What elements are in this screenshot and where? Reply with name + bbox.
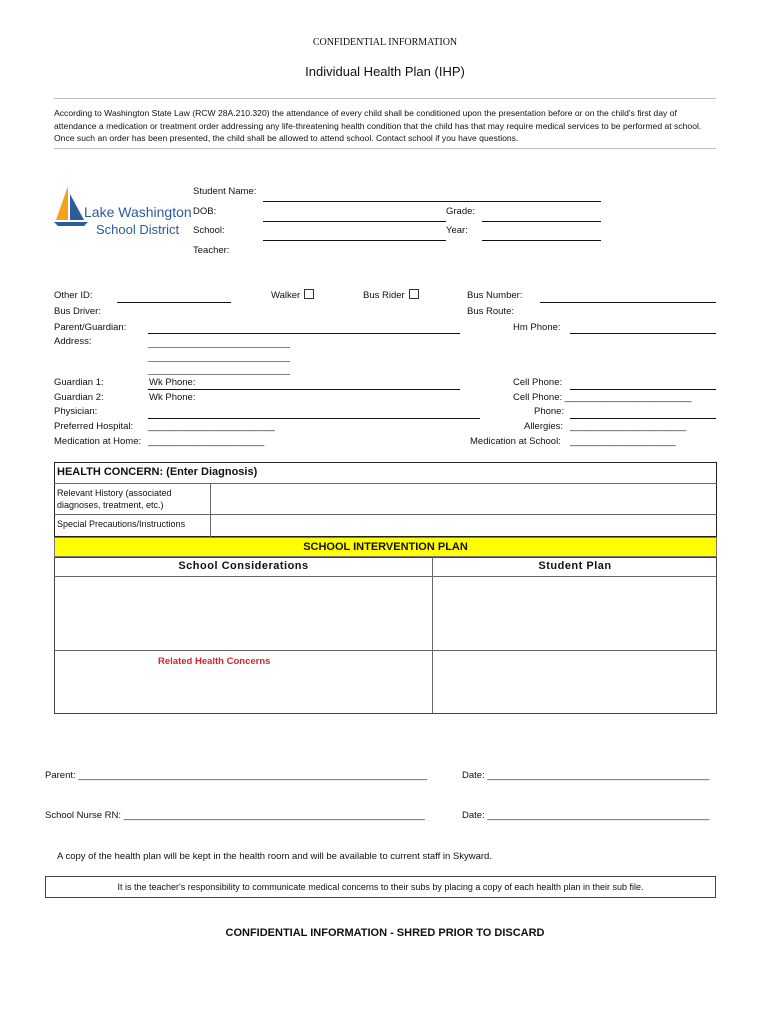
cell-phone-field[interactable] (570, 389, 716, 390)
parent-guardian-field[interactable] (148, 333, 460, 334)
address-line-2[interactable]: ______________________________ (148, 352, 290, 362)
other-id-field[interactable] (117, 302, 231, 303)
intro-text: According to Washington State Law (RCW 28A.210.320) the attendance of every child shall be conditioned upon the presentation before or on the child's first day of attendance a medication or treatment order addressing any life-threatening health condition that the child has that may require medical services to be performed at school. Once such an order has been presented, the child shall be allowed to attend school. Contact school if you have questions. (54, 108, 702, 143)
logo-line1: Lake Washington (84, 204, 192, 220)
relevant-history-field[interactable] (210, 483, 717, 514)
teacher-label: Teacher: (193, 245, 230, 256)
student-name-field[interactable] (263, 201, 601, 202)
health-concern-heading: HEALTH CONCERN: (Enter Diagnosis) (57, 466, 258, 478)
dob-field[interactable] (263, 221, 446, 222)
school-considerations-heading: School Considerations (178, 560, 309, 572)
district-logo (54, 184, 192, 240)
nurse-signature-line[interactable]: School Nurse RN: _________________________________________________________ (45, 810, 425, 821)
allergies-field[interactable]: ______________________ (570, 421, 687, 432)
cell-phone-2-field[interactable]: Cell Phone: ________________________ (513, 392, 692, 403)
cell-phone-label: Cell Phone: (513, 377, 563, 388)
medication-school-label: Medication at School: (470, 436, 561, 447)
divider (54, 98, 716, 99)
parent-date-line[interactable]: Date: __________________________________________ (462, 770, 710, 781)
year-field[interactable] (482, 240, 601, 241)
confidential-footer: CONFIDENTIAL INFORMATION - SHRED PRIOR TO DISCARD (225, 927, 545, 939)
allergies-label: Allergies: (524, 421, 564, 432)
student-plan-field[interactable] (434, 577, 716, 650)
grade-field[interactable] (482, 221, 601, 222)
relevant-history-label: Relevant History (associated diagnoses, treatment, etc.) (57, 488, 172, 510)
bus-number-field[interactable] (540, 302, 716, 303)
special-precautions-field[interactable] (210, 514, 717, 537)
bus-rider-option[interactable] (363, 289, 419, 301)
bus-driver-label: Bus Driver: (54, 306, 101, 317)
copy-note: A copy of the health plan will be kept in the health room and will be available to current staff in Skyward. (57, 851, 492, 862)
dob-label: DOB: (193, 206, 217, 217)
address-line-1[interactable]: ______________________________ (148, 338, 290, 348)
logo-line2: School District (96, 222, 180, 237)
bus-rider-checkbox[interactable] (409, 289, 419, 299)
medication-school-field[interactable]: ____________________ (570, 436, 676, 447)
year-label: Year: (446, 225, 468, 236)
physician-label: Physician: (54, 406, 98, 417)
bus-number-label: Bus Number: (467, 290, 523, 301)
intervention-plan-title: SCHOOL INTERVENTION PLAN (303, 541, 468, 553)
address-label: Address: (54, 336, 92, 347)
school-considerations-field[interactable] (55, 577, 431, 650)
medication-home-label: Medication at Home: (54, 436, 142, 447)
confidential-header: CONFIDENTIAL INFORMATION (312, 37, 458, 48)
bus-rider-label: Bus Rider (363, 290, 405, 301)
related-health-concerns-label: Related Health Concerns (158, 656, 271, 667)
phone-label: Phone: (534, 406, 565, 417)
other-id-label: Other ID: (54, 290, 93, 301)
parent-guardian-label: Parent/Guardian: (54, 322, 127, 333)
guardian1-wk-phone-label: Wk Phone: (149, 377, 196, 388)
teacher-note: It is the teacher's responsibility to communicate medical concerns to their subs by placing a copy of each health plan in their sub file. (117, 882, 644, 892)
walker-option[interactable] (271, 289, 314, 301)
bus-route-label: Bus Route: (467, 306, 514, 317)
walker-label: Walker (271, 290, 301, 301)
guardian1-wk-phone-field[interactable] (148, 389, 460, 390)
school-label: School: (193, 225, 225, 236)
page-title: Individual Health Plan (IHP) (305, 64, 465, 79)
address-line-3[interactable]: ______________________________ (148, 365, 290, 375)
table-divider (54, 650, 717, 651)
walker-checkbox[interactable] (304, 289, 314, 299)
medication-home-field[interactable]: ______________________ (148, 436, 265, 447)
preferred-hospital-label: Preferred Hospital: (54, 421, 134, 432)
guardian1-label: Guardian 1: (54, 377, 104, 388)
parent-signature-line[interactable]: Parent: __________________________________________________________________ (45, 770, 427, 781)
student-name-label: Student Name: (193, 186, 257, 197)
phone-field[interactable] (570, 418, 716, 419)
guardian2-label: Guardian 2: (54, 392, 104, 403)
hm-phone-label: Hm Phone: (513, 322, 561, 333)
student-plan-heading: Student Plan (538, 560, 612, 572)
nurse-date-line[interactable]: Date: __________________________________________ (462, 810, 710, 821)
special-precautions-label: Special Precautions/Instructions (57, 519, 186, 529)
preferred-hospital-field[interactable]: ________________________ (148, 421, 275, 432)
divider (54, 148, 716, 149)
grade-label: Grade: (446, 206, 476, 217)
guardian2-wk-phone-label: Wk Phone: (149, 392, 196, 403)
column-divider (432, 557, 433, 714)
physician-field[interactable] (148, 418, 480, 419)
hm-phone-field[interactable] (570, 333, 716, 334)
school-field[interactable] (263, 240, 446, 241)
